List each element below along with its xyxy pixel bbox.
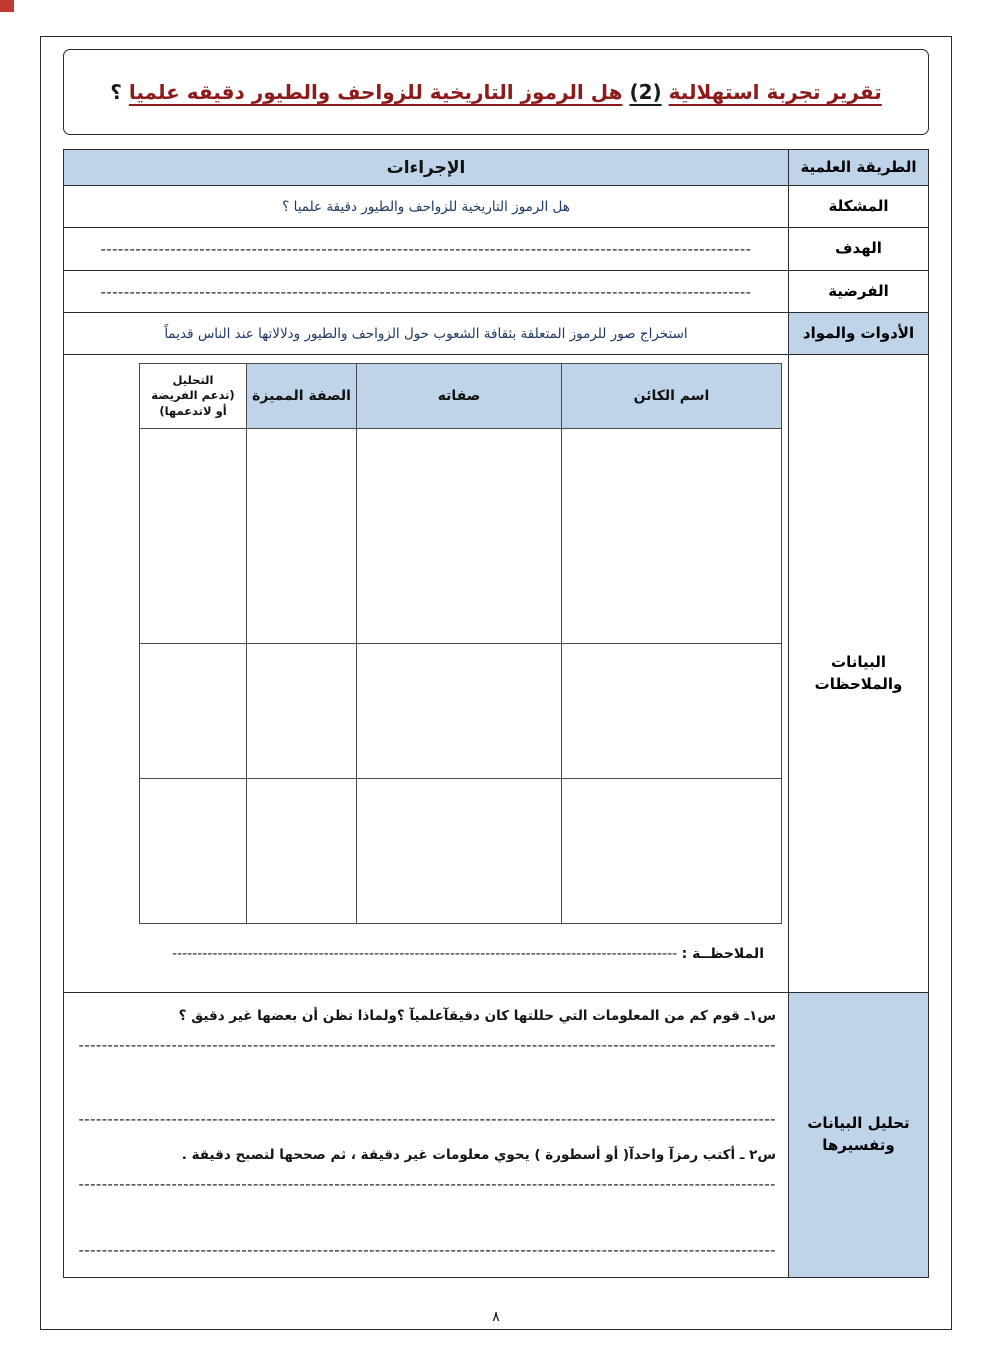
cell-analysis-3 [140,779,247,924]
note-dashes: ---------------------------------------------------------------------------------------------------- [172,946,678,962]
corner-red-mark [0,0,14,12]
goal-content [64,228,788,270]
analysis-label [788,993,928,1277]
cell-distinctive-2 [247,644,357,779]
analysis-col-line1: التحليل [172,372,214,387]
hypothesis-content [64,271,788,312]
cell-analysis-1 [140,429,247,644]
answer-line-3: ------------------------------------------------------------------------------------------------------------------------ [78,1174,776,1193]
data-observations-label [788,355,928,992]
col-header-organism: اسم الكائن [562,364,782,429]
worksheet-sheet [40,36,952,1330]
answer-line-4: ------------------------------------------------------------------------------------------------------------------------ [78,1240,776,1259]
report-title-text: تقرير تجربة استهلالية [668,80,882,104]
materials-row [64,312,928,354]
cell-traits-1 [357,429,562,644]
observation-note-line [74,946,764,962]
analysis-col-line2: (تدعم الفريضة [151,388,235,403]
hypothesis-row [64,270,928,312]
observations-header-row [140,364,782,429]
analysis-label-line1: تحليل البيانات [807,1114,910,1133]
table-header-row [64,150,928,185]
note-label: الملاحظــة : [681,946,764,962]
goal-label: الهدف [788,228,928,270]
goal-answer-line: ---------------------------------------------------------------------------------------------------------------- [100,240,752,258]
report-number: (2) [629,80,662,104]
observations-row-2 [140,644,782,779]
scientific-method-table [63,149,929,1278]
analysis-row [64,992,928,1277]
answer-line-1: ------------------------------------------------------------------------------------------------------------------------ [78,1035,776,1054]
observations-row-1 [140,429,782,644]
cell-analysis-2 [140,644,247,779]
hypothesis-label: الفرضية [788,271,928,312]
goal-row [64,227,928,270]
problem-content: هل الرموز التاريخية للزواحف والطيور دقيقة علميا ؟ [64,186,788,227]
cell-traits-2 [357,644,562,779]
observations-table-head [140,364,782,429]
analysis-question-1: س١ـ قوم كم من المعلومات التي حللتها كان دقيقآعلميآ ؟ولماذا تظن أن بعضها غير دقيق ؟ [178,1008,776,1024]
col-header-traits: صفاته [357,364,562,429]
analysis-content [64,993,788,1277]
method-header-cell: الطريقة العلمية [788,150,928,185]
observations-row-3 [140,779,782,924]
col-header-analysis [140,364,247,429]
problem-row [64,185,928,227]
cell-traits-3 [357,779,562,924]
answer-line-2: ------------------------------------------------------------------------------------------------------------------------ [78,1109,776,1128]
analysis-col-line3: أو لاتدعمها) [159,403,227,418]
procedures-header-cell: الإجراءات [64,150,788,185]
data-label-line2: والملاحظات [814,674,903,693]
observations-table [139,363,782,924]
cell-organism-2 [562,644,782,779]
cell-organism-3 [562,779,782,924]
data-observations-row [64,354,928,992]
report-title-qmark: ؟ [110,80,122,104]
data-observations-content [64,355,788,992]
data-label-line1: البيانات [831,652,886,671]
cell-distinctive-3 [247,779,357,924]
analysis-question-2: س٢ ـ أكتب رمزآ واحدآ( أو أسطورة ) يحوي معلومات غير دقيقة ، ثم صححها لتصبح دقيقة . [181,1146,776,1163]
cell-distinctive-1 [247,429,357,644]
cell-organism-1 [562,429,782,644]
observations-table-body [140,429,782,924]
materials-label: الأدوات والمواد [788,313,928,354]
page-number: ٨ [492,1309,500,1325]
report-title-question: هل الرموز التاريخية للزواحف والطيور دقيقه علميا [128,80,623,104]
analysis-label-line2: وتفسيرها [822,1136,895,1154]
materials-content: استخراج صور للرموز المتعلقة بثقافة الشعوب حول الزواحف والطيور ودلالاتها عند الناس قديماً [64,313,788,354]
report-title-box [63,49,929,135]
col-header-distinctive: الصفة المميزة [247,364,357,429]
hypothesis-answer-line: ---------------------------------------------------------------------------------------------------------------- [100,282,752,301]
problem-label: المشكلة [788,186,928,227]
